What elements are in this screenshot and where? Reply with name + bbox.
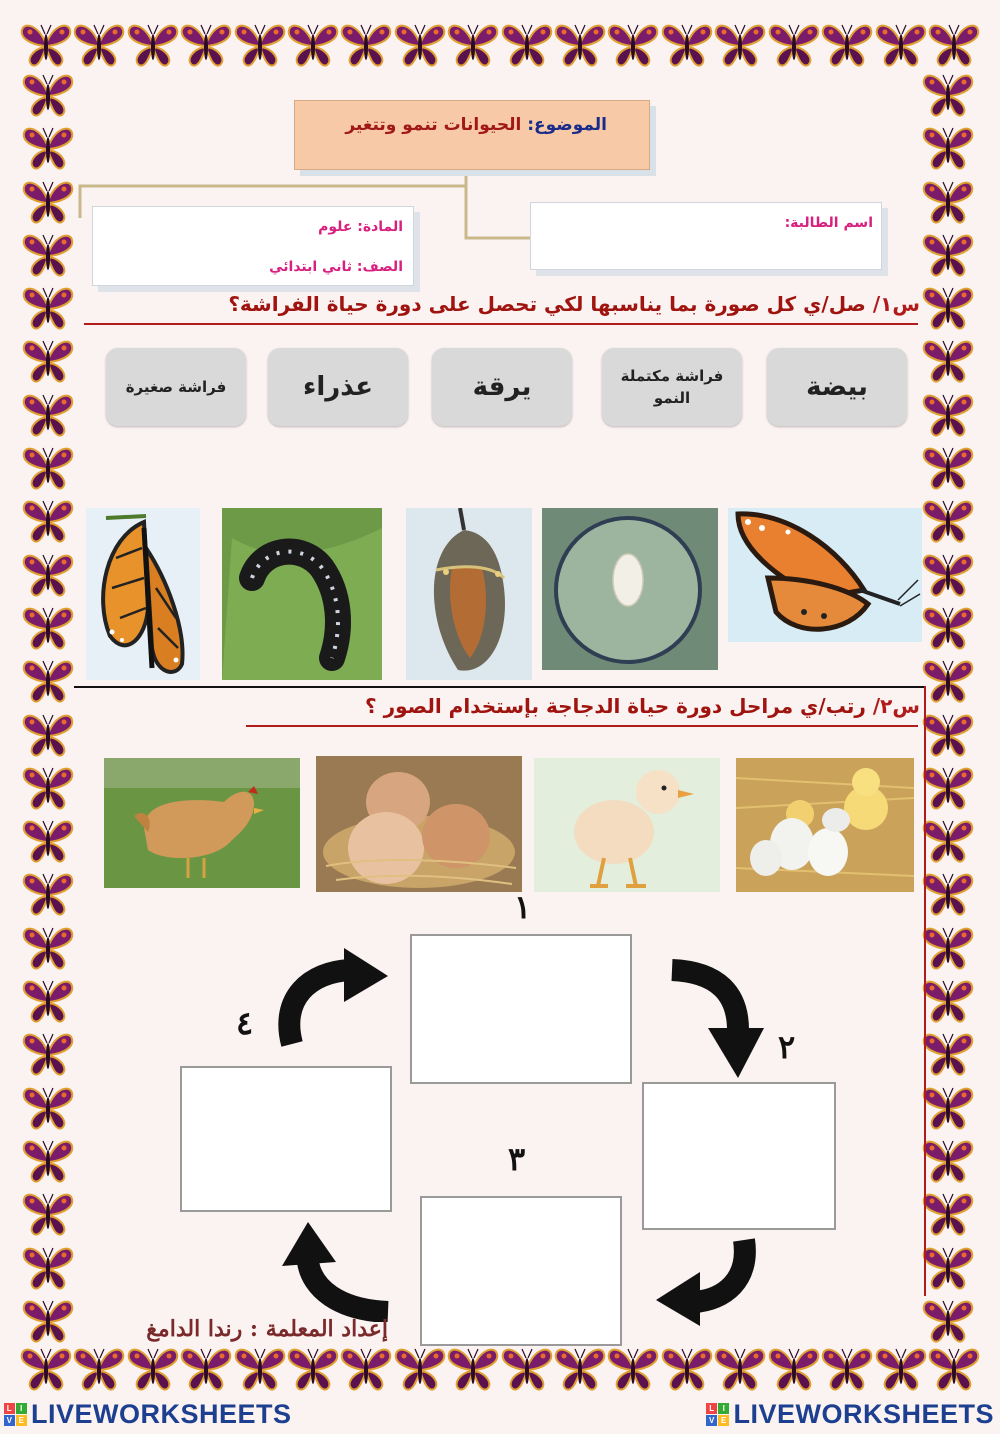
butterfly-icon (22, 1085, 74, 1131)
butterfly-icon (821, 22, 873, 68)
question-2-underline (246, 725, 918, 727)
question-1 (228, 292, 920, 316)
butterfly-icon (447, 22, 499, 68)
butterfly-border-top (20, 22, 980, 74)
butterfly-icon (22, 605, 74, 651)
butterfly-icon (180, 1346, 232, 1392)
butterfly-icon (661, 22, 713, 68)
cycle-number-4: ٤ (236, 1004, 254, 1042)
butterfly-icon (340, 22, 392, 68)
photo-chick[interactable] (534, 758, 720, 892)
butterfly-icon (180, 22, 232, 68)
butterfly-icon (922, 605, 974, 651)
butterfly-icon (22, 765, 74, 811)
butterfly-icon (73, 1346, 125, 1392)
photo-butterfly-newly-emerged[interactable] (86, 508, 200, 680)
word-card-young-butterfly[interactable]: فراشة صغيرة (106, 348, 246, 426)
question-1-text: صل/ي كل صورة بما يناسبها لكي تحصل على دورة حياة الفراشة؟ (228, 292, 866, 316)
question-1-prefix: س١/ (872, 292, 920, 316)
butterfly-icon (607, 22, 659, 68)
photo-hatching-chicks[interactable] (736, 758, 914, 892)
photo-chrysalis[interactable] (406, 508, 532, 680)
arrow-3-to-4-icon (282, 1222, 394, 1322)
cycle-box-2[interactable] (642, 1082, 836, 1230)
butterfly-icon (287, 1346, 339, 1392)
arrow-4-to-1-icon (270, 948, 400, 1048)
butterfly-icon (22, 658, 74, 704)
butterfly-icon (922, 925, 974, 971)
butterfly-icon (127, 1346, 179, 1392)
butterfly-icon (922, 1298, 974, 1344)
butterfly-icon (768, 1346, 820, 1392)
butterfly-icon (20, 22, 72, 68)
butterfly-icon (22, 1138, 74, 1184)
question-2-prefix: س٢/ (872, 694, 920, 718)
grade-label: الصف: ثاني ابتدائي (269, 259, 403, 275)
word-card-pupa[interactable]: عذراء (268, 348, 408, 426)
butterfly-icon (922, 498, 974, 544)
butterfly-icon (22, 179, 74, 225)
arrow-1-to-2-icon (668, 954, 768, 1084)
word-card-larva[interactable]: يرقة (432, 348, 572, 426)
butterfly-icon (287, 22, 339, 68)
photo-egg[interactable] (542, 508, 718, 670)
butterfly-icon (922, 552, 974, 598)
butterfly-icon (607, 1346, 659, 1392)
butterfly-icon (394, 1346, 446, 1392)
butterfly-icon (922, 818, 974, 864)
question-2-text: رتب/ي مراحل دورة حياة الدجاجة بإستخدام الصور ؟ (365, 694, 866, 718)
student-name-box[interactable] (530, 202, 882, 270)
word-card-adult-butterfly[interactable]: فراشة مكتملة النمو (602, 348, 742, 426)
cycle-number-1: ١ (514, 888, 532, 926)
butterfly-icon (922, 72, 974, 118)
cycle-number-3: ٣ (508, 1140, 526, 1178)
butterfly-icon (22, 72, 74, 118)
butterfly-icon (922, 658, 974, 704)
liveworksheets-logo-right[interactable] (706, 1399, 994, 1430)
section-divider (74, 686, 926, 688)
butterfly-icon (234, 1346, 286, 1392)
butterfly-icon (501, 1346, 553, 1392)
butterfly-icon (340, 1346, 392, 1392)
butterfly-icon (127, 22, 179, 68)
butterfly-icon (714, 1346, 766, 1392)
butterfly-icon (73, 22, 125, 68)
topic-title (345, 115, 607, 135)
butterfly-icon (875, 22, 927, 68)
word-card-egg[interactable]: بيضة (767, 348, 907, 426)
butterfly-icon (554, 22, 606, 68)
butterfly-icon (922, 1031, 974, 1077)
butterfly-icon (922, 978, 974, 1024)
butterfly-icon (922, 765, 974, 811)
butterfly-icon (922, 232, 974, 278)
butterfly-icon (22, 925, 74, 971)
butterfly-icon (22, 445, 74, 491)
brand-text: LIVEWORKSHEETS (733, 1399, 994, 1429)
butterfly-icon (22, 978, 74, 1024)
photo-eggs-in-nest[interactable] (316, 756, 522, 892)
cycle-number-2: ٢ (778, 1028, 796, 1066)
butterfly-icon (22, 1245, 74, 1291)
brand-text: LIVEWORKSHEETS (31, 1399, 292, 1429)
photo-caterpillar[interactable] (222, 508, 382, 680)
butterfly-icon (20, 1346, 72, 1392)
butterfly-icon (922, 1085, 974, 1131)
butterfly-icon (922, 125, 974, 171)
butterfly-icon (922, 871, 974, 917)
author-credit: إعداد المعلمة : رندا الدامغ (146, 1316, 388, 1342)
butterfly-icon (22, 125, 74, 171)
butterfly-icon (922, 392, 974, 438)
butterfly-icon (22, 871, 74, 917)
subject-grade-box (92, 206, 414, 286)
butterfly-icon (922, 285, 974, 331)
butterfly-icon (22, 498, 74, 544)
topic-label: الموضوع: (527, 115, 607, 135)
topic-value: الحيوانات تنمو وتتغير (345, 115, 522, 135)
butterfly-icon (22, 1191, 74, 1237)
butterfly-icon (768, 22, 820, 68)
butterfly-icon (22, 392, 74, 438)
butterfly-icon (714, 22, 766, 68)
butterfly-icon (554, 1346, 606, 1392)
butterfly-icon (22, 552, 74, 598)
cycle-box-3[interactable] (420, 1196, 622, 1346)
butterfly-icon (234, 22, 286, 68)
butterfly-border-right (922, 72, 978, 1344)
butterfly-icon (22, 818, 74, 864)
butterfly-icon (922, 1245, 974, 1291)
butterfly-icon (22, 285, 74, 331)
butterfly-icon (394, 22, 446, 68)
butterfly-icon (922, 338, 974, 384)
butterfly-icon (928, 1346, 980, 1392)
butterfly-icon (501, 22, 553, 68)
butterfly-icon (22, 1298, 74, 1344)
butterfly-icon (821, 1346, 873, 1392)
butterfly-border-left (22, 72, 78, 1344)
photo-hen[interactable] (104, 758, 300, 888)
butterfly-icon (922, 445, 974, 491)
liveworksheets-icon: L I V E (706, 1403, 729, 1426)
liveworksheets-icon: L I V E (4, 1403, 27, 1426)
butterfly-icon (922, 1138, 974, 1184)
topic-box (294, 100, 650, 170)
butterfly-icon (22, 338, 74, 384)
butterfly-icon (661, 1346, 713, 1392)
right-margin-line (924, 686, 926, 1296)
butterfly-icon (922, 1191, 974, 1237)
question-2 (365, 694, 920, 718)
arrow-2-to-3-icon (654, 1236, 766, 1328)
butterfly-icon (875, 1346, 927, 1392)
student-name-label: اسم الطالبة: (784, 215, 873, 231)
butterfly-icon (22, 712, 74, 758)
subject-label: المادة: علوم (318, 219, 403, 235)
cycle-box-1[interactable] (410, 934, 632, 1084)
butterfly-icon (928, 22, 980, 68)
photo-adult-butterfly[interactable] (728, 508, 922, 642)
butterfly-icon (922, 179, 974, 225)
butterfly-icon (447, 1346, 499, 1392)
cycle-box-4[interactable] (180, 1066, 392, 1212)
butterfly-icon (22, 1031, 74, 1077)
butterfly-icon (22, 232, 74, 278)
butterfly-border-bottom (20, 1346, 980, 1398)
butterfly-icon (922, 712, 974, 758)
question-1-underline (84, 323, 918, 325)
liveworksheets-logo-left[interactable] (4, 1399, 292, 1430)
